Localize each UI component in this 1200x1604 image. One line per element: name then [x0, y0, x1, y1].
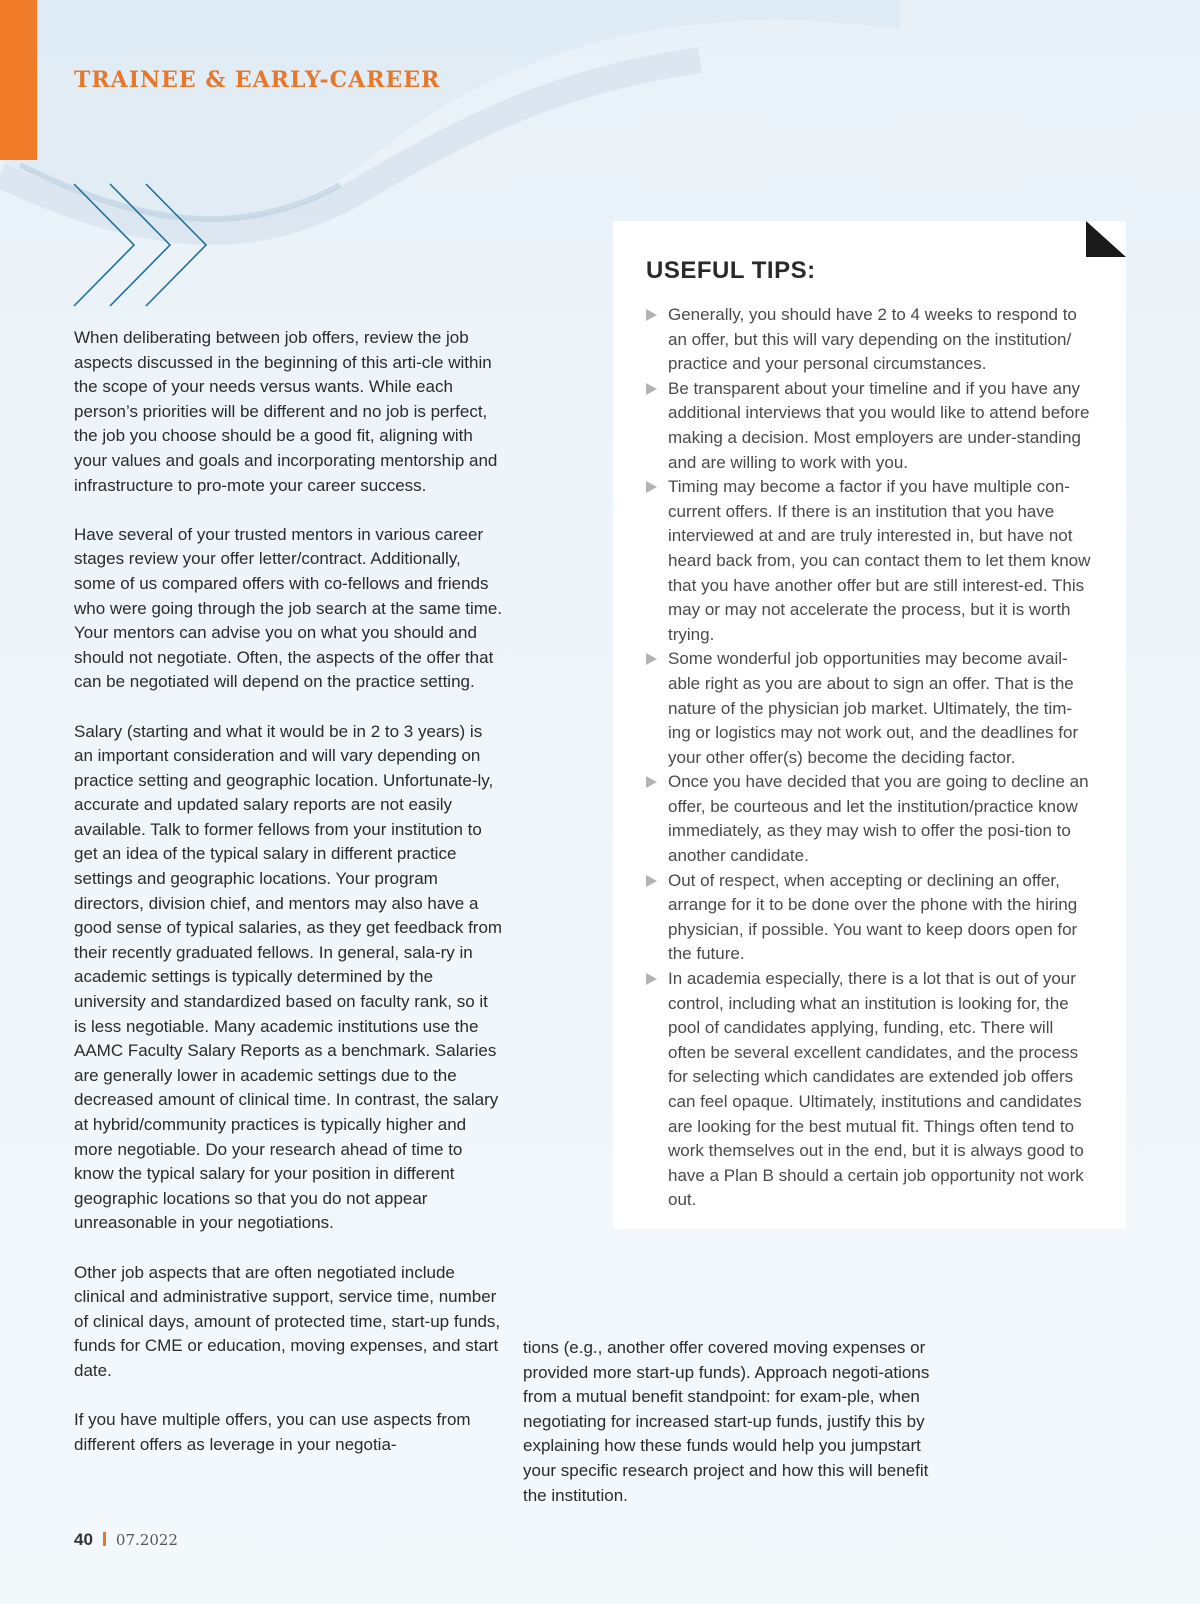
tip-text: Be transparent about your timeline and if you have any additional interviews that you would like to attend before making a decision. Most employers are under-standing and are willing to work with you. [668, 378, 1090, 472]
tips-title: USEFUL TIPS: [646, 257, 816, 284]
bullet-arrow-icon [646, 973, 657, 985]
tip-text: Timing may become a factor if you have multiple con-current offers. If there is an institution that you have interviewed at and are truly interested in, but have not heard back from, you can contact them to let them know that you have another offer but are still interest-ed. This may or may not accelerate the process, but it is worth trying. [668, 477, 1091, 644]
tip-item [646, 647, 1093, 770]
bullet-arrow-icon [646, 383, 657, 395]
tip-item [646, 377, 1093, 475]
section-color-bar [0, 0, 37, 160]
tips-list [646, 303, 1093, 1213]
tip-item [646, 770, 1093, 868]
bullet-arrow-icon [646, 776, 657, 788]
article-column-right [523, 1336, 953, 1508]
tip-item [646, 967, 1093, 1213]
body-paragraph: tions (e.g., another offer covered moving expenses or provided more start-up funds). Approach negoti-ations from a mutual benefit standpoint: for exam-ple, when negotiating for increased start-up funds, justify this by explaining how these funds would help you jumpstart your specific research project and how this will benefit the institution. [523, 1338, 930, 1505]
tip-text: Some wonderful job opportunities may become avail-able right as you are about to sign an offer. That is the nature of the physician job market. Ultimately, the tim-ing or logistics may not work out, and the deadlines for your other offer(s) become the deciding factor. [668, 649, 1079, 767]
tip-text: Generally, you should have 2 to 4 weeks to respond to an offer, but this will vary depending on the institution/ practice and your personal circumstances. [668, 305, 1077, 374]
bullet-arrow-icon [646, 653, 657, 665]
bullet-arrow-icon [646, 309, 657, 321]
article-column-left [74, 326, 504, 1482]
bullet-arrow-icon [646, 481, 657, 493]
issue-date: 07.2022 [115, 1531, 178, 1549]
body-paragraph: Salary (starting and what it would be in 2 to 3 years) is an important consideration and will vary depending on practice setting and geographic location. Unfortunate-ly, accurate and updated salary reports are not easily available. Talk to former fellows from your institution to get an idea of the typical salary in different practice settings and geographic locations. Your program directors, division chief, and mentors may also have a good sense of typical salaries, as they get feedback from their recently graduated fellows. In general, sala-ry in academic settings is typically determined by the university and standardized based on faculty rank, so it is less negotiable. Many academic institutions use the AAMC Faculty Salary Reports as a benchmark. Salaries are generally lower in academic settings due to the decreased amount of clinical time. In contrast, the salary at hybrid/community practices is typically higher and more negotiable. Do your research ahead of time to know the typical salary for your position in different geographic locations so that you do not appear unreasonable in your negotiations. [74, 721, 503, 1233]
section-label: TRAINEE & EARLY-CAREER [74, 67, 441, 93]
useful-tips-box [613, 221, 1126, 1229]
folded-corner-icon [1086, 221, 1126, 257]
footer-divider [103, 1532, 106, 1546]
body-paragraph: If you have multiple offers, you can use aspects from different offers as leverage in your negotia- [74, 1410, 471, 1454]
body-paragraph: Have several of your trusted mentors in various career stages review your offer letter/contract. Additionally, some of us compared offers with co-fellows and friends who were going through the job search at the same time. Your mentors can advise you on what you should and should not negotiate. Often, the aspects of the offer that can be negotiated will depend on the practice setting. [74, 524, 503, 692]
bullet-arrow-icon [646, 875, 657, 887]
page-footer [74, 1530, 178, 1550]
tip-item [646, 303, 1093, 377]
tip-item [646, 475, 1093, 647]
chevron-arrows-icon [70, 180, 220, 310]
tip-item [646, 869, 1093, 967]
body-paragraph: When deliberating between job offers, review the job aspects discussed in the beginning of this arti-cle within the scope of your needs versus wants. While each person’s priorities will be different and no job is perfect, the job you choose should be a good fit, aligning with your values and goals and incorporating mentorship and infrastructure to pro-mote your career success. [74, 328, 498, 495]
tip-text: Once you have decided that you are going to decline an offer, be courteous and let the institution/practice know immediately, as they may wish to offer the posi-tion to another candidate. [668, 772, 1089, 866]
body-paragraph: Other job aspects that are often negotiated include clinical and administrative support, service time, number of clinical days, amount of protected time, start-up funds, funds for CME or education, moving expenses, and start date. [74, 1262, 501, 1380]
tip-text: Out of respect, when accepting or declining an offer, arrange for it to be done over the phone with the hiring physician, if possible. You want to keep doors open for the future. [668, 870, 1078, 964]
page-number: 40 [74, 1530, 93, 1549]
tip-text: In academia especially, there is a lot that is out of your control, including what an institution is looking for, the pool of candidates applying, funding, etc. There will often be several excellent candidates, and the process for selecting which candidates are extended job offers can feel opaque. Ultimately, institutions and candidates are looking for the best mutual fit. Things often tend to work themselves out in the end, but it is always good to have a Plan B should a certain job opportunity not work out. [668, 969, 1084, 1210]
